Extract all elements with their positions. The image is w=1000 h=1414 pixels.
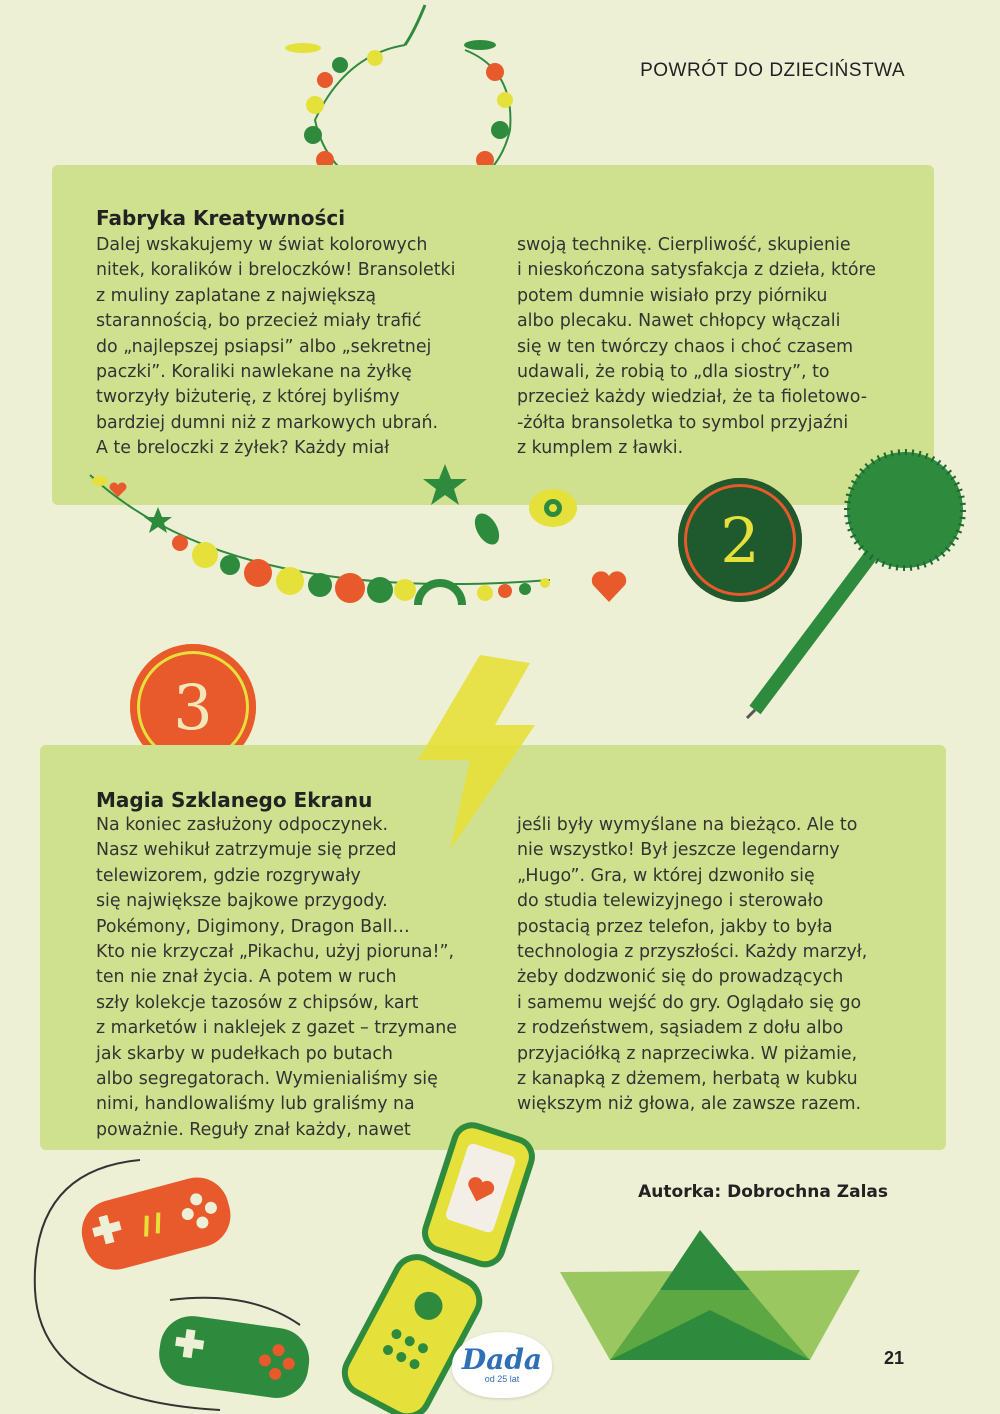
- text-line: przyjaciółką z naprzeciwka. W piżamie,: [517, 1043, 858, 1064]
- brand-logo: [452, 1332, 552, 1398]
- flower-bead-icon: [528, 488, 578, 528]
- pompom-pencil-illustration: [745, 440, 975, 720]
- text-line: starannością, bo przecież miały trafić: [96, 311, 422, 332]
- text-line: większym niż głowa, ale zawsze razem.: [517, 1094, 862, 1115]
- game-controllers-illustration: [20, 1150, 320, 1414]
- text-line: albo segregatorach. Wymienialiśmy się: [96, 1069, 438, 1090]
- text-line: nimi, handlowaliśmy lub graliśmy na: [96, 1094, 415, 1115]
- text-line: ten nie znał życia. A potem w ruch: [96, 967, 397, 988]
- text-line: i nieskończona satysfakcja z dzieła, które: [517, 260, 876, 281]
- text-line: Na koniec zasłużony odpoczynek.: [96, 815, 389, 835]
- article-tv: [96, 788, 372, 812]
- text-line: się w ten twórczy chaos i choć czasem: [517, 336, 854, 357]
- author-credit: Autorka: Dobrochna Zalas: [638, 1182, 888, 1202]
- text-line: udawali, że robią to „dla siostry”, to: [517, 362, 830, 383]
- article-title: Magia Szklanego Ekranu: [96, 788, 373, 812]
- text-line: przecież każdy wiedział, że ta fioletowo-: [517, 387, 867, 408]
- text-line: z marketów i naklejek z gazet – trzymane: [96, 1018, 457, 1039]
- text-line: Kto nie krzyczał „Pikachu, użyj pioruna!”,: [96, 942, 455, 963]
- text-line: telewizorem, gdzie rozgrywały: [96, 865, 361, 886]
- text-line: swoją technikę. Cierpliwość, skupienie: [517, 235, 851, 255]
- article-column-right: [517, 813, 927, 1118]
- text-line: z muliny zaplatane z największą: [96, 285, 376, 306]
- text-line: poważnie. Reguły znał każdy, nawet: [96, 1119, 411, 1140]
- text-line: Dalej wskakujemy w świat kolorowych: [96, 235, 428, 255]
- text-line: nitek, koralików i breloczków! Bransoletki: [96, 260, 456, 281]
- text-line: i samemu wejść do gry. Oglądało się go: [517, 992, 862, 1013]
- text-line: bardziej dumni niż z markowych ubrań.: [96, 412, 439, 433]
- article-column-left: [96, 813, 506, 1143]
- text-line: paczki”. Koraliki nawlekane na żyłkę: [96, 362, 412, 383]
- text-line: do „najlepszej psiapsi” albo „sekretnej: [96, 336, 432, 357]
- badge-number: 3: [173, 670, 213, 744]
- text-line: Pokémony, Digimony, Dragon Ball…: [96, 916, 410, 937]
- article-creativity: [96, 206, 345, 230]
- text-line: „Hugo”. Gra, w której dzwoniło się: [517, 865, 815, 886]
- paper-boat-illustration: [560, 1230, 860, 1370]
- text-line: szły kolekcje tazosów z chipsów, kart: [96, 992, 419, 1013]
- text-line: potem dumnie wisiało przy piórniku: [517, 285, 828, 306]
- text-line: A te breloczki z żyłek? Każdy miał: [96, 438, 390, 459]
- text-line: technologia z przyszłości. Każdy marzył,: [517, 942, 868, 963]
- text-line: z kanapką z dżemem, herbatą w kubku: [517, 1069, 858, 1090]
- text-line: albo plecaku. Nawet chłopcy włączali: [517, 311, 841, 332]
- article-title: Fabryka Kreatywności: [96, 206, 346, 230]
- badge-number: 2: [720, 503, 760, 577]
- page-number: 21: [883, 1348, 904, 1368]
- heart-icon: [590, 570, 628, 604]
- text-line: -żółta bransoletka to symbol przyjaźni: [517, 412, 849, 433]
- article-column-right: [517, 233, 917, 462]
- text-line: z kumplem z ławki.: [517, 438, 684, 459]
- text-line: nie wszystko! Był jeszcze legendarny: [517, 840, 840, 861]
- logo-tagline: od 25 lat: [484, 1374, 520, 1384]
- text-line: tworzyły biżuterię, z której byliśmy: [96, 387, 400, 408]
- text-line: postacią przez telefon, jakby to była: [517, 916, 833, 937]
- text-line: do studia telewizyjnego i sterowało: [517, 891, 824, 912]
- text-line: z rodzeństwem, sąsiadem z dołu albo: [517, 1018, 844, 1039]
- section-title: POWRÓT DO DZIECIŃSTWA: [640, 60, 905, 81]
- article-column-left: [96, 233, 496, 462]
- text-line: jak skarby w pudełkach po butach: [96, 1043, 393, 1064]
- text-line: Nasz wehikuł zatrzymuje się przed: [96, 840, 397, 861]
- text-line: jeśli były wymyślane na bieżąco. Ale to: [517, 815, 858, 835]
- logo-wordmark: Dada: [461, 1343, 543, 1376]
- star-icon: [420, 462, 470, 507]
- leaf-icon: [470, 510, 504, 548]
- text-line: żeby dodzwonić się do prowadzących: [517, 967, 844, 988]
- text-line: się największe bajkowe przygody.: [96, 891, 388, 912]
